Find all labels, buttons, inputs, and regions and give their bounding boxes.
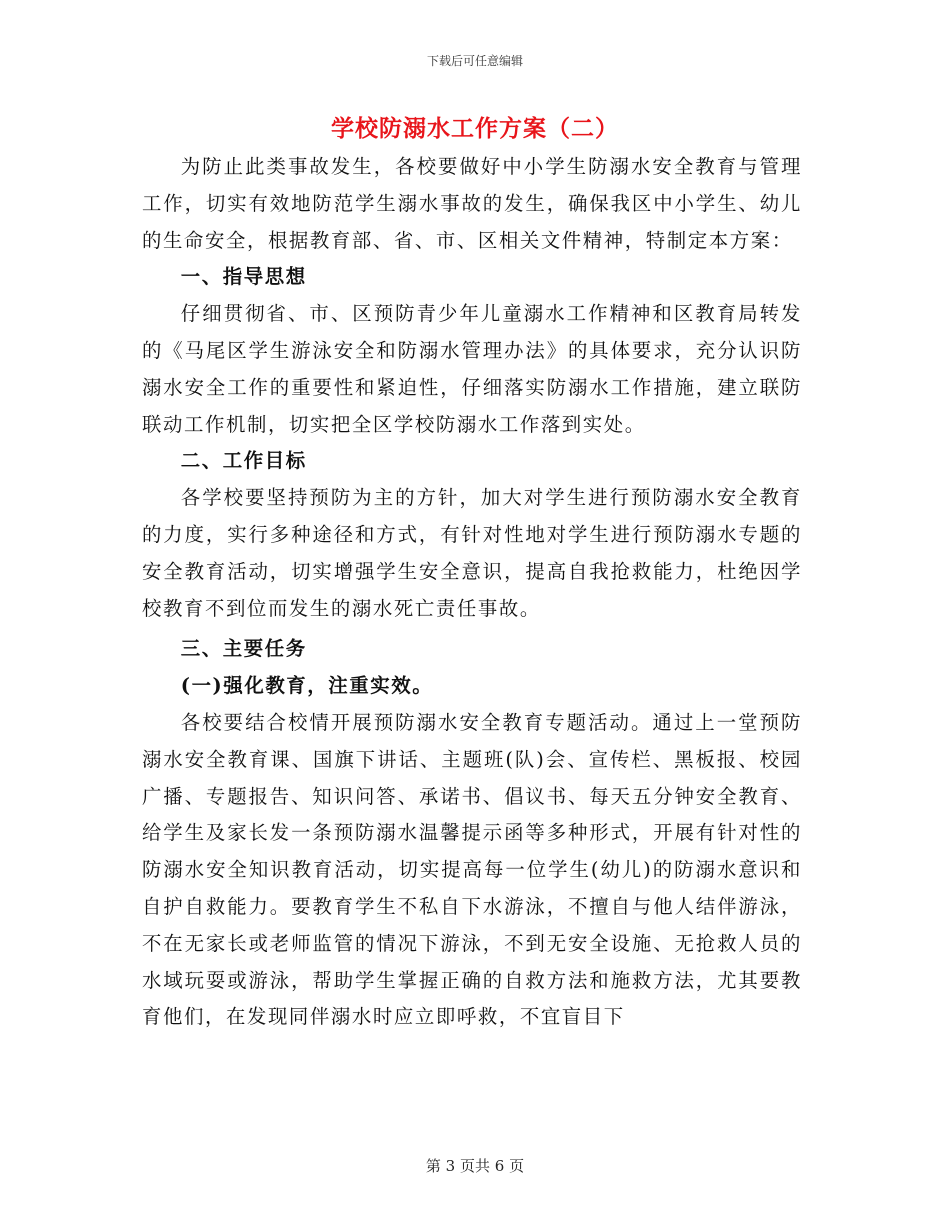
- work-goals-paragraph: 各学校要坚持预防为主的方针，加大对学生进行预防溺水安全教育的力度，实行多种途径和方式，有针对性地对学生进行预防溺水专题的安全教育活动，切实增强学生安全意识，提高自我抢救能力，杜绝因学校教育不到位而发生的溺水死亡责任事故。: [142, 486, 802, 620]
- section-heading-main-tasks: 三、主要任务: [180, 637, 307, 661]
- guiding-ideology-paragraph: 仔细贯彻省、市、区预防青少年儿童溺水工作精神和区教育局转发的《马尾区学生游泳安全和防溺水管理办法》的具体要求，充分认识防溺水安全工作的重要性和紧迫性，仔细落实防溺水工作措施，建立联防联动工作机制，切实把全区学校防溺水工作落到实处。: [142, 302, 802, 436]
- document-title: 学校防溺水工作方案（二）: [331, 115, 619, 142]
- page-number-footer: 第 3 页共 6 页: [425, 1157, 525, 1175]
- intro-paragraph: 为防止此类事故发生，各校要做好中小学生防溺水安全教育与管理工作，切实有效地防范学生溺水事故的发生，确保我区中小学生、幼儿的生命安全，根据教育部、省、市、区相关文件精神，特制定本方案：: [142, 155, 802, 252]
- document-body: [142, 149, 802, 1036]
- subsection-heading-education: (一)强化教育，注重实效。: [180, 674, 434, 698]
- section-heading-guiding-ideology: 一、指导思想: [180, 265, 307, 289]
- education-paragraph: 各校要结合校情开展预防溺水安全教育专题活动。通过上一堂预防溺水安全教育课、国旗下讲话、主题班(队)会、宣传栏、黑板报、校园广播、专题报告、知识问答、承诺书、倡议书、每天五分钟安全教育、给学生及家长发一条预防溺水温馨提示函等多种形式，开展有针对性的防溺水安全知识教育活动，切实提高每一位学生(幼儿)的防溺水意识和自护自救能力。要教育学生不私自下水游泳，不擅自与他人结伴游泳，不在无家长或老师监管的情况下游泳，不到无安全设施、无抢救人员的水域玩耍或游泳，帮助学生掌握正确的自救方法和施救方法，尤其要教育他们，在发现同伴溺水时应立即呼救，不宜盲目下: [142, 710, 802, 1029]
- section-heading-work-goals: 二、工作目标: [180, 449, 307, 473]
- page-header: 下载后可任意编辑: [426, 54, 523, 68]
